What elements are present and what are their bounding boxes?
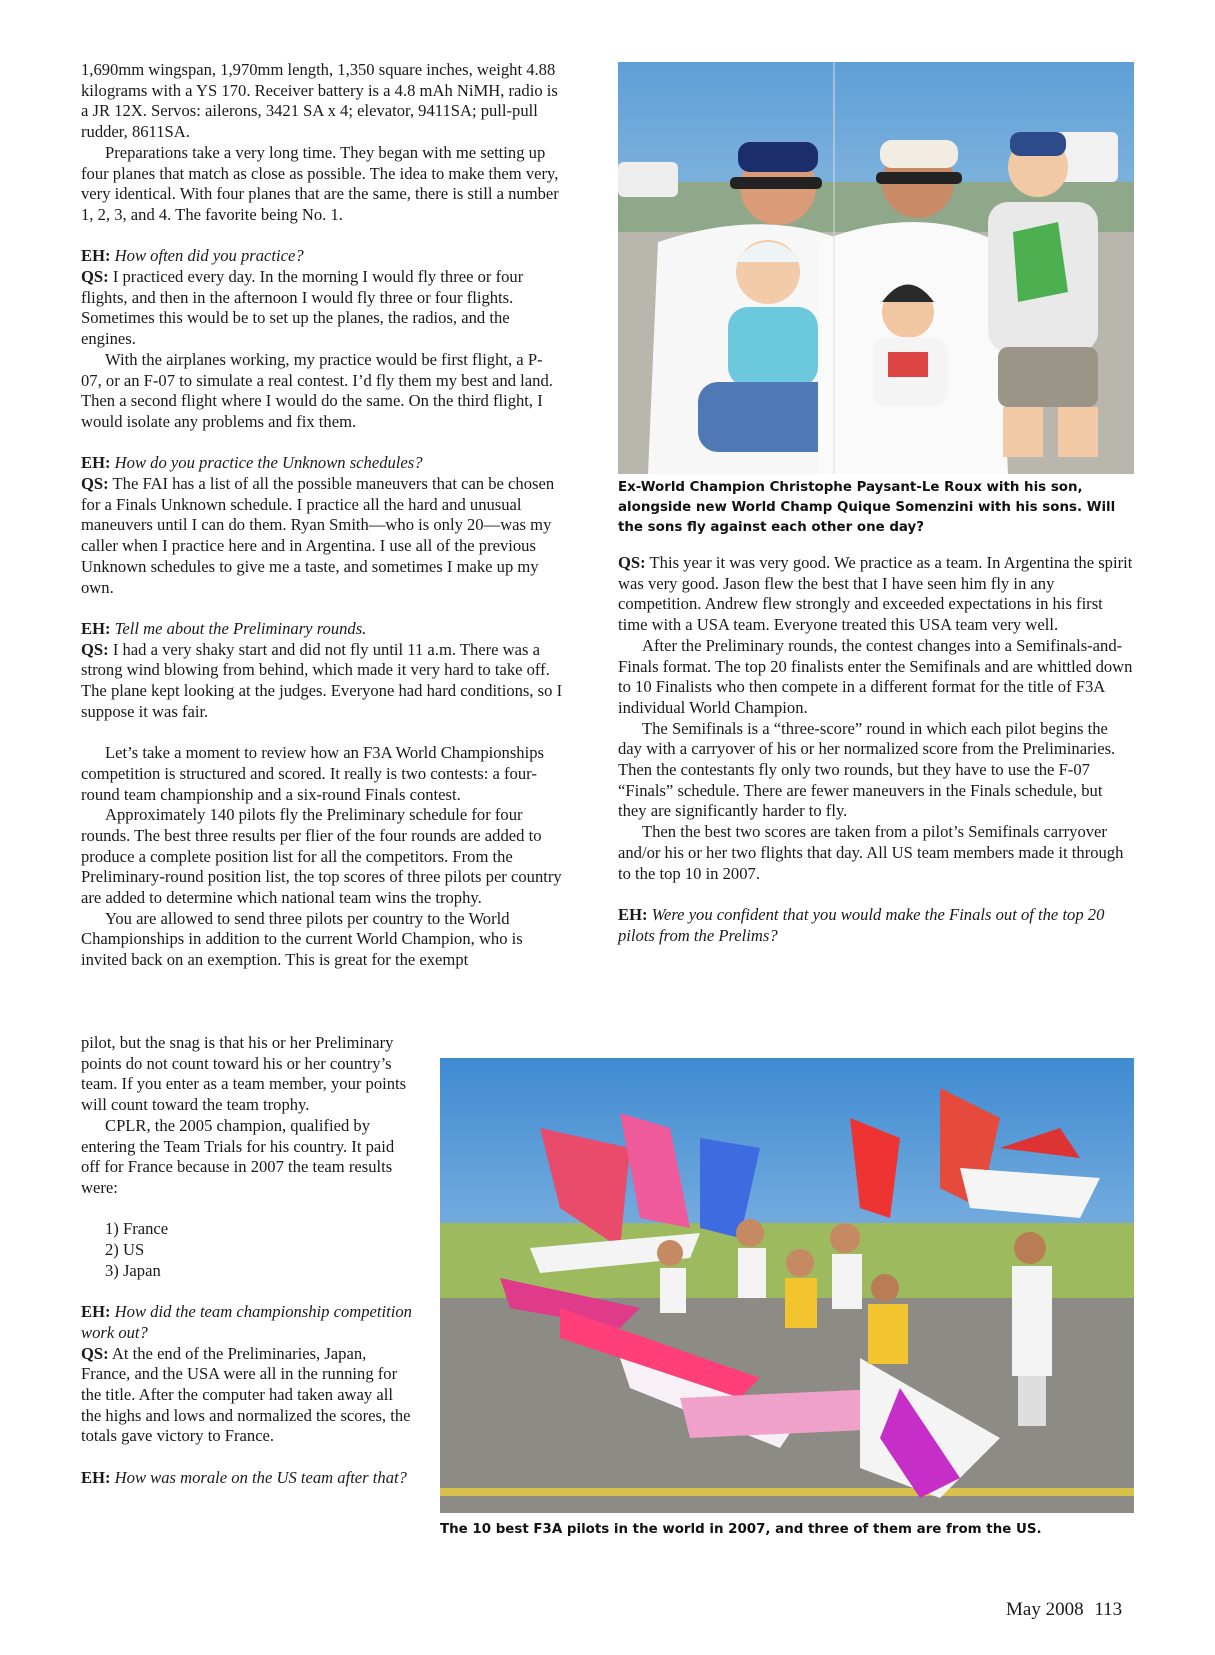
question-team-championship: EH: How did the team championship competition work out? (81, 1302, 412, 1342)
answer-morale: QS: This year it was very good. We practice as a team. In Argentina the spirit was very good. Jason flew the best that I have seen him fly in any competition. Andrew flew strongly and exceeded expectations in his first time with a USA team. Everyone treated this USA team very well. (618, 553, 1133, 635)
paragraph-three-pilots: You are allowed to send three pilots per country to the World Championships in addition to the current World Champion, who is invited back on an exemption. This is great for the exempt (81, 908, 523, 970)
finalists-photo (440, 1058, 1134, 1513)
left-column-narrow (81, 1033, 413, 1488)
paragraph-approx-140: Approximately 140 pilots fly the Preliminary schedule for four rounds. The best three results per flier of the four rounds are added to produce a complete position list for all the competitors. From the Preliminary-round position list, the top scores of three pilots per country are added to determine which national team wins the trophy. (81, 805, 562, 908)
answer-team-championship: QS: At the end of the Preliminaries, Japan, France, and the USA were all in the running for the title. After the computer had taken away all the highs and lows and normalized the scores, the totals gave victory to France. (81, 1343, 411, 1446)
champions-photo-caption: Ex-World Champion Christophe Paysant-Le Roux with his son, alongside new World Champ Quique Somenzini with his sons. Will the sons fly against each other one day? (618, 480, 1116, 535)
paragraph-best-two-scores: Then the best two scores are taken from a pilot’s Semifinals carryover and/or his or her two flights that day. All US team members made it through to the top 10 in 2007. (618, 822, 1124, 883)
answer-unknown: QS: The FAI has a list of all the possible maneuvers that can be chosen for a Finals Unknown schedule. I practice all the hard and unusual maneuvers until I can do them. Ryan Smith—who is only 20—was my caller when I practice here and in Argentina. I use all of the previous Unknown schedules to give me a taste, and sometimes I make up my own. (81, 474, 555, 597)
page-number: 113 (1094, 1599, 1123, 1620)
paragraph-exempt-pilot: pilot, but the snag is that his or her Preliminary points do not count toward his or her country’s team. If you enter as a team member, your points will count toward the team trophy. (81, 1033, 407, 1115)
question-confident-finals: EH: Were you confident that you would make the Finals out of the top 20 pilots from the Prelims? (618, 904, 1105, 945)
left-column (81, 60, 563, 971)
team-result-2: 2) US (105, 1240, 145, 1260)
finalists-photo-caption: The 10 best F3A pilots in the world in 2007, and three of them are from the US. (440, 1522, 1042, 1537)
paragraph-three-score: The Semifinals is a “three-score” round in which each pilot begins the day with a carryover of his or her normalized score from the Preliminaries. Then the contestants fly only two rounds, but they have to use the F-07 “Finals” schedule. There are fewer maneuvers in the Finals schedule, but they are significantly harder to fly. (618, 718, 1116, 821)
question-preliminary: EH: Tell me about the Preliminary rounds. (81, 618, 367, 638)
finalists-photo-illustration (440, 1058, 1134, 1513)
issue-date: May 2008 (1006, 1599, 1084, 1620)
team-result-3: 3) Japan (105, 1260, 161, 1280)
paragraph-preparations: Preparations take a very long time. They began with me setting up four planes that match as close as possible. The idea to make them very, very identical. With four planes that are the same, there is still a number 1, 2, 3, and 4. The favorite being No. 1. (81, 142, 559, 224)
answer-preliminary: QS: I had a very shaky start and did not fly until 11 a.m. There was a strong wind blowing from behind, which made it very hard to take off. The plane kept looking at the judges. Everyone had hard conditions, so I suppose it was fair. (81, 639, 563, 721)
paragraph-airplanes-working: With the airplanes working, my practice would be first flight, a P-07, or an F-07 to simulate a real contest. I’d fly them my best and land. Then a second flight where I would do the same. On the third flight, I would isolate any problems and fix them. (81, 349, 553, 431)
team-results-list (81, 1219, 413, 1281)
team-result-1: 1) France (105, 1219, 169, 1239)
question-unknown: EH: How do you practice the Unknown schedules? (81, 453, 423, 473)
paragraph-cplr: CPLR, the 2005 champion, qualified by entering the Team Trials for his country. It paid off for France because in 2007 the team results were: (81, 1115, 395, 1197)
paragraph-semifinals-format: After the Preliminary rounds, the contest changes into a Semifinals-and-Finals format. The top 20 finalists enter the Semifinals and are whittled down to 10 Finalists who then compete in a different format for the title of F3A individual World Champion. (618, 635, 1133, 717)
champions-photo-illustration (618, 62, 1134, 474)
right-column (618, 553, 1135, 946)
champions-photo (618, 62, 1134, 474)
answer-practice: QS: I practiced every day. In the morning I would fly three or four flights, and then in the afternoon I would fly three or four flights. Sometimes this would be to set up the planes, the radios, and the engines. (81, 267, 524, 349)
paragraph-review: Let’s take a moment to review how an F3A World Championships competition is structured and scored. It really is two contests: a four-round team championship and a six-round Finals contest. (81, 743, 544, 804)
paragraph-specs: 1,690mm wingspan, 1,970mm length, 1,350 square inches, weight 4.88 kilograms with a YS 170. Receiver battery is a 4.8 mAh NiMH, radio is a JR 12X. Servos: ailerons, 3421 SA x 4; elevator, 9411SA; pull-pull rudder, 8611SA. (81, 60, 558, 142)
page-footer (1006, 1599, 1122, 1621)
question-morale: EH: How was morale on the US team after that? (81, 1467, 407, 1487)
question-practice: EH: How often did you practice? (81, 246, 304, 266)
